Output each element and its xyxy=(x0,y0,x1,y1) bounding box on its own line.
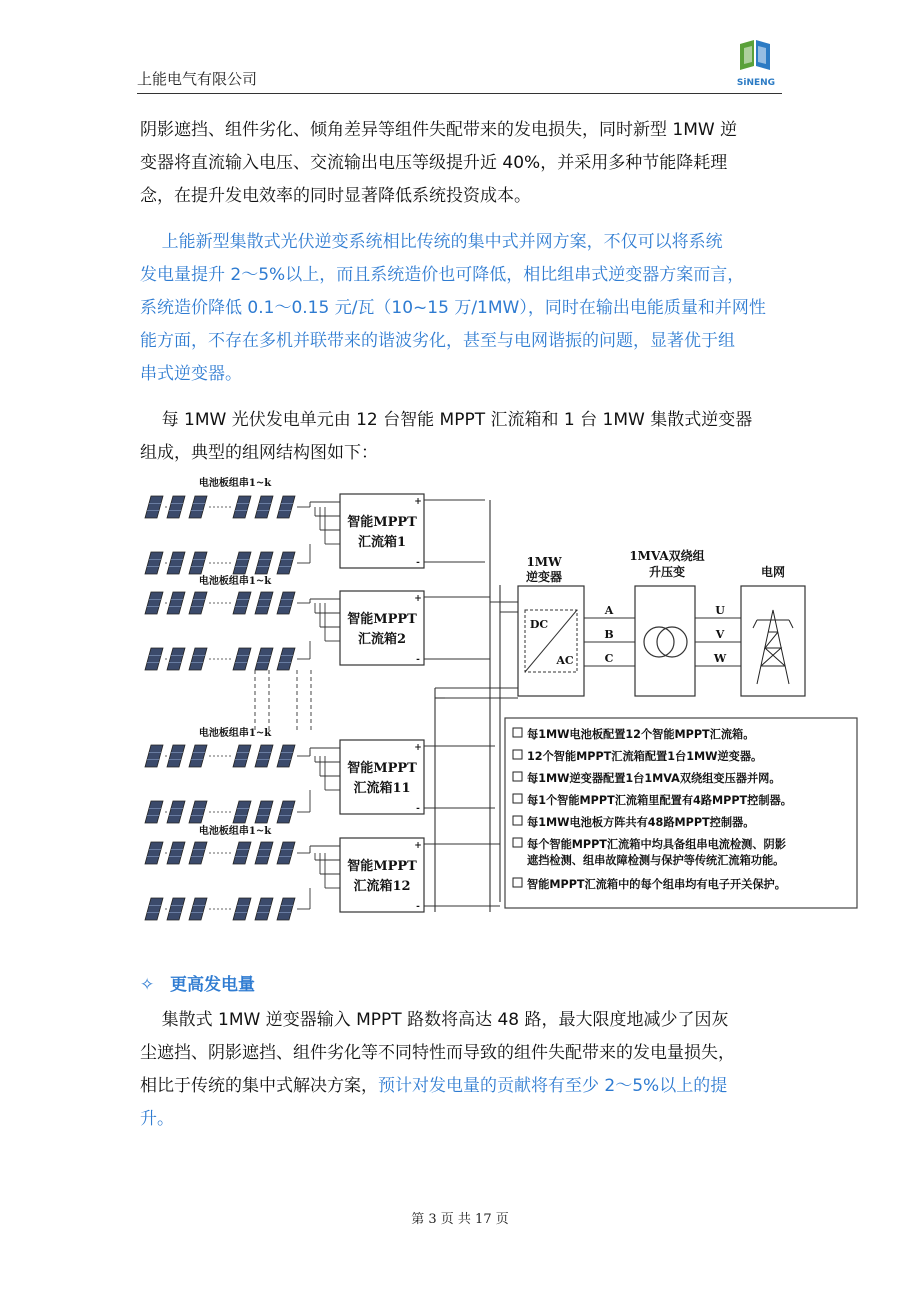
note-item: 12个智能MPPT汇流箱配置1台1MW逆变器。 xyxy=(527,750,763,763)
text-run: 尘遮挡、阴影遮挡、组件劣化等不同特性而导致的组件失配带来的发电量损失， xyxy=(140,1043,735,1063)
solar-panel-icon xyxy=(189,496,207,518)
solar-panel-icon xyxy=(167,592,185,614)
section-heading xyxy=(140,970,255,995)
checkbox-icon xyxy=(513,838,522,847)
text-line xyxy=(140,114,782,147)
text-run: 变器将直流输入电压、交流输出电压等级提升近 40%，并采用多种节能降耗理 xyxy=(140,153,728,173)
combiner-label: 智能MPPT xyxy=(347,612,417,627)
diamond-bullet-icon: ✧ xyxy=(140,975,155,995)
minus-terminal: - xyxy=(416,804,420,814)
solar-panel-icon xyxy=(167,496,185,518)
dc-label: DC xyxy=(529,618,549,631)
text-run: 系统造价降低 0.1～0.15 元/瓦（10~15 万/1MW），同时在输出电能质量和并网性 xyxy=(140,298,766,318)
text-line xyxy=(140,1070,782,1103)
text-line xyxy=(140,358,782,391)
combiner-label: 汇流箱11 xyxy=(353,781,411,796)
phase-label: W xyxy=(713,652,727,665)
solar-panel-icon xyxy=(145,648,163,670)
string-group-label: 电池板组串1~k xyxy=(198,576,272,587)
combiner-label: 智能MPPT xyxy=(347,515,417,530)
text-run: 相比于传统的集中式解决方案， xyxy=(140,1076,378,1096)
note-item: 每1MW逆变器配置1台1MVA双绕组变压器并网。 xyxy=(527,772,781,785)
solar-panel-icon xyxy=(255,552,273,574)
combiner-box xyxy=(340,838,424,912)
solar-panel-icon xyxy=(277,592,295,614)
solar-panel-icon xyxy=(277,898,295,920)
solar-panel-icon xyxy=(277,552,295,574)
note-item: 每1MW电池板方阵共有48路MPPT控制器。 xyxy=(527,816,755,829)
grid-title: 电网 xyxy=(760,565,786,579)
solar-panel-icon xyxy=(167,648,185,670)
text-line xyxy=(140,1004,782,1037)
text-run: 每 1MW 光伏发电单元由 12 台智能 MPPT 汇流箱和 1 台 1MW 集散式逆变器 xyxy=(140,410,753,430)
text-run: 发电量提升 2～5%以上，而且系统造价也可降低，相比组串式逆变器方案而言， xyxy=(140,265,745,285)
string-group-label: 电池板组串1~k xyxy=(198,478,272,489)
checkbox-icon xyxy=(513,878,522,887)
text-line xyxy=(140,147,782,180)
transformer-title: 1MVA双绕组 xyxy=(629,549,705,563)
page-header xyxy=(137,40,782,92)
note-item: 每个智能MPPT汇流箱中均具备组串电流检测、阴影 xyxy=(527,838,786,851)
string-group-label: 电池板组串1~k xyxy=(198,826,272,837)
transformer-title: 升压变 xyxy=(648,565,686,579)
text-run: 念，在提升发电效率的同时显著降低系统投资成本。 xyxy=(140,186,531,206)
solar-panel-icon xyxy=(145,801,163,823)
checkbox-icon xyxy=(513,794,522,803)
solar-panel-icon xyxy=(233,552,251,574)
combiner-label: 智能MPPT xyxy=(347,859,417,874)
text-run: 阴影遮挡、组件劣化、倾角差异等组件失配带来的发电损失，同时新型 1MW 逆 xyxy=(140,120,738,140)
phase-label: U xyxy=(715,604,725,617)
text-run: 能方面，不存在多机并联带来的谐波劣化，甚至与电网谐振的问题，显著优于组 xyxy=(140,331,735,351)
combiner-label: 汇流箱12 xyxy=(353,879,411,894)
note-item: 每1个智能MPPT汇流箱里配置有4路MPPT控制器。 xyxy=(527,794,792,807)
solar-panel-icon xyxy=(255,496,273,518)
text-line xyxy=(140,180,782,213)
minus-terminal: - xyxy=(416,902,420,912)
text-line xyxy=(140,259,782,292)
phase-label: C xyxy=(604,652,614,665)
solar-panel-icon xyxy=(189,648,207,670)
solar-panel-icon xyxy=(233,801,251,823)
text-line xyxy=(140,404,782,437)
combiner-label: 汇流箱2 xyxy=(357,632,407,647)
plus-terminal: + xyxy=(414,841,422,851)
logo-text: SiNENG xyxy=(736,78,776,88)
header-rule xyxy=(137,93,782,94)
phase-label: A xyxy=(604,604,614,617)
phase-label: V xyxy=(715,628,725,641)
solar-panel-icon xyxy=(189,842,207,864)
paragraph-1 xyxy=(140,114,782,213)
note-item: 智能MPPT汇流箱中的每个组串均有电子开关保护。 xyxy=(527,878,786,891)
solar-panel-icon xyxy=(277,648,295,670)
text-run: 上能新型集散式光伏逆变系统相比传统的集中式并网方案，不仅可以将系统 xyxy=(140,232,723,252)
text-run: 预计对发电量的贡献将有至少 2～5%以上的提 xyxy=(378,1076,728,1096)
solar-panel-icon xyxy=(145,592,163,614)
solar-panel-icon xyxy=(255,648,273,670)
phase-label: B xyxy=(604,628,614,641)
note-item: 每1MW电池板配置12个智能MPPT汇流箱。 xyxy=(527,728,755,741)
combiner-box xyxy=(340,591,424,665)
solar-panel-icon xyxy=(167,898,185,920)
network-structure-diagram xyxy=(135,470,860,922)
solar-panel-icon xyxy=(277,745,295,767)
solar-panel-icon xyxy=(255,801,273,823)
solar-panel-icon xyxy=(167,842,185,864)
combiner-label: 汇流箱1 xyxy=(357,535,407,550)
combiner-box xyxy=(340,494,424,568)
combiner-box xyxy=(340,740,424,814)
company-name: 上能电气有限公司 xyxy=(137,70,258,88)
solar-panel-icon xyxy=(233,592,251,614)
paragraph-3 xyxy=(140,404,782,470)
checkbox-icon xyxy=(513,750,522,759)
inverter-title: 逆变器 xyxy=(525,570,563,584)
string-group-label: 电池板组串1~k xyxy=(198,728,272,739)
text-line xyxy=(140,325,782,358)
solar-panel-icon xyxy=(145,496,163,518)
text-line xyxy=(140,437,782,470)
solar-panel-icon xyxy=(145,552,163,574)
solar-panel-icon xyxy=(255,898,273,920)
checkbox-icon xyxy=(513,728,522,737)
solar-panel-icon xyxy=(233,496,251,518)
solar-panel-icon xyxy=(277,496,295,518)
solar-panel-icon xyxy=(167,745,185,767)
solar-panel-icon xyxy=(233,648,251,670)
ac-label: AC xyxy=(556,654,574,667)
solar-panel-icon xyxy=(189,801,207,823)
solar-panel-icon xyxy=(233,898,251,920)
minus-terminal: - xyxy=(416,558,420,568)
solar-panel-icon xyxy=(255,745,273,767)
plus-terminal: + xyxy=(414,594,422,604)
text-run: 串式逆变器。 xyxy=(140,364,242,384)
combiner-label: 智能MPPT xyxy=(347,761,417,776)
solar-panel-icon xyxy=(189,552,207,574)
text-run: 组成，典型的组网结构图如下： xyxy=(140,443,378,463)
solar-panel-icon xyxy=(233,745,251,767)
plus-terminal: + xyxy=(414,743,422,753)
text-line xyxy=(140,292,782,325)
solar-panel-icon xyxy=(167,801,185,823)
paragraph-2 xyxy=(140,226,782,391)
text-run: 升。 xyxy=(140,1109,174,1129)
text-line xyxy=(140,1103,782,1136)
solar-panel-icon xyxy=(145,842,163,864)
text-line xyxy=(140,1037,782,1070)
solar-panel-icon xyxy=(233,842,251,864)
solar-panel-icon xyxy=(255,592,273,614)
checkbox-icon xyxy=(513,816,522,825)
page-footer: 第 3 页 共 17 页 xyxy=(411,1212,509,1227)
solar-panel-icon xyxy=(189,898,207,920)
inverter-title: 1MW xyxy=(526,555,562,569)
solar-panel-icon xyxy=(167,552,185,574)
minus-terminal: - xyxy=(416,655,420,665)
grid-box xyxy=(741,586,805,696)
solar-panel-icon xyxy=(189,745,207,767)
solar-panel-icon xyxy=(255,842,273,864)
solar-panel-icon xyxy=(145,898,163,920)
solar-panel-icon xyxy=(189,592,207,614)
section-title: 更高发电量 xyxy=(170,975,255,995)
solar-panel-icon xyxy=(277,842,295,864)
text-line xyxy=(140,226,782,259)
section-paragraph xyxy=(140,1004,782,1136)
text-run: 集散式 1MW 逆变器输入 MPPT 路数将高达 48 路，最大限度地减少了因灰 xyxy=(140,1010,729,1030)
solar-panel-icon xyxy=(277,801,295,823)
sineng-logo xyxy=(730,40,782,90)
checkbox-icon xyxy=(513,772,522,781)
solar-panel-icon xyxy=(145,745,163,767)
plus-terminal: + xyxy=(414,497,422,507)
note-item: 遮挡检测、组串故障检测与保护等传统汇流箱功能。 xyxy=(527,854,785,867)
